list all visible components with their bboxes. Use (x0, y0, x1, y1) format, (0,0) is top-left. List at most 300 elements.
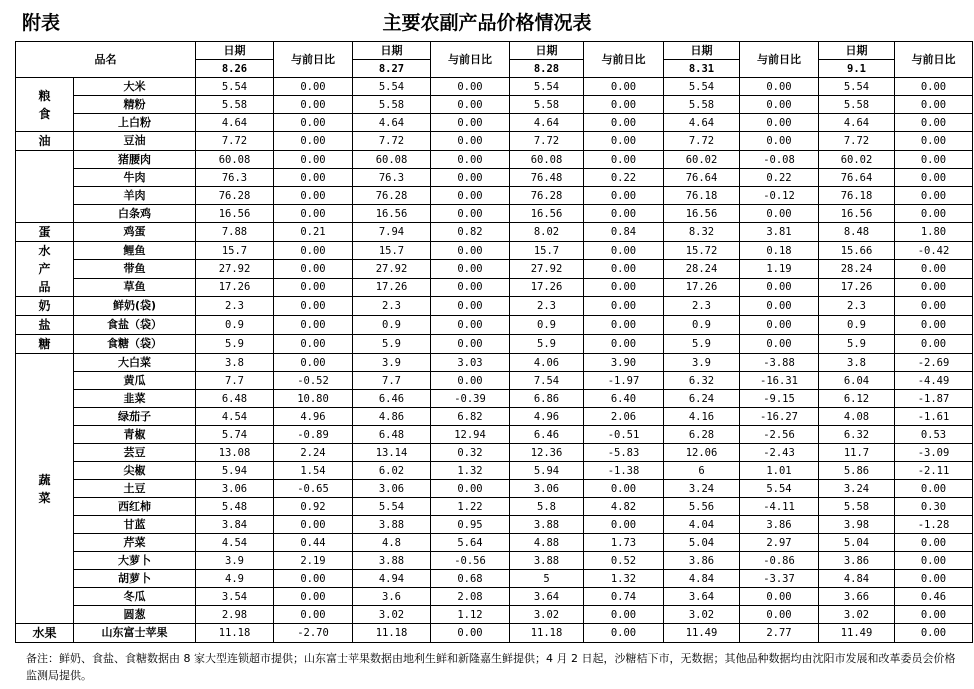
price-cell: 3.84 (196, 516, 274, 534)
change-cell: 1.01 (740, 462, 819, 480)
price-cell: 3.88 (510, 552, 584, 570)
table-row (16, 498, 973, 516)
change-cell: 1.54 (274, 462, 353, 480)
price-cell: 11.18 (353, 624, 431, 643)
price-cell: 3.8 (196, 354, 274, 372)
change-cell: -9.15 (740, 390, 819, 408)
price-cell: 16.56 (353, 205, 431, 223)
change-cell: 0.00 (895, 114, 973, 132)
price-cell: 3.24 (664, 480, 740, 498)
change-cell: 0.00 (895, 132, 973, 151)
item-name: 鲤鱼 (74, 242, 196, 260)
change-cell: 0.00 (584, 151, 664, 169)
change-cell: 0.00 (584, 297, 664, 316)
price-cell: 5.54 (510, 78, 584, 96)
change-cell: 0.00 (740, 606, 819, 624)
price-cell: 3.02 (819, 606, 895, 624)
change-cell: 6.82 (431, 408, 510, 426)
table-row (16, 534, 973, 552)
price-cell: 7.94 (353, 223, 431, 242)
price-cell: 17.26 (353, 278, 431, 296)
change-cell: 0.32 (431, 444, 510, 462)
change-cell: 0.00 (431, 624, 510, 643)
price-cell: 5.54 (353, 498, 431, 516)
price-cell: 6.32 (819, 426, 895, 444)
price-cell: 7.72 (819, 132, 895, 151)
table-row (16, 114, 973, 132)
table-row (16, 223, 973, 242)
price-cell: 11.7 (819, 444, 895, 462)
price-cell: 5.74 (196, 426, 274, 444)
item-name: 食盐（袋） (74, 316, 196, 335)
price-cell: 5.86 (819, 462, 895, 480)
change-cell: -0.89 (274, 426, 353, 444)
price-cell: 5.94 (196, 462, 274, 480)
table-row (16, 516, 973, 534)
change-cell: -1.38 (584, 462, 664, 480)
price-cell: 3.54 (196, 588, 274, 606)
price-cell: 3.8 (819, 354, 895, 372)
change-cell: -0.52 (274, 372, 353, 390)
price-cell: 4.86 (353, 408, 431, 426)
change-cell: -1.28 (895, 516, 973, 534)
change-cell: 10.80 (274, 390, 353, 408)
change-cell: 0.00 (431, 372, 510, 390)
change-cell: 0.00 (740, 335, 819, 354)
price-cell: 4.04 (664, 516, 740, 534)
price-cell: 3.66 (819, 588, 895, 606)
change-cell: 0.00 (431, 480, 510, 498)
price-cell: 4.64 (353, 114, 431, 132)
price-cell: 4.64 (510, 114, 584, 132)
item-name: 西红柿 (74, 498, 196, 516)
table-row (16, 151, 973, 169)
change-cell: 0.00 (431, 260, 510, 278)
change-cell: 2.08 (431, 588, 510, 606)
price-cell: 16.56 (196, 205, 274, 223)
change-cell: 0.00 (895, 151, 973, 169)
price-cell: 3.64 (664, 588, 740, 606)
price-cell: 4.84 (664, 570, 740, 588)
price-cell: 5 (510, 570, 584, 588)
change-cell: 0.00 (431, 278, 510, 296)
change-cell: 0.00 (274, 187, 353, 205)
price-cell: 5.94 (510, 462, 584, 480)
change-cell: -0.12 (740, 187, 819, 205)
change-cell: 0.00 (740, 588, 819, 606)
price-cell: 3.88 (353, 552, 431, 570)
price-cell: 13.08 (196, 444, 274, 462)
category-cell (16, 151, 74, 223)
change-cell: 0.53 (895, 426, 973, 444)
price-cell: 4.88 (510, 534, 584, 552)
price-cell: 76.18 (664, 187, 740, 205)
price-cell: 60.02 (664, 151, 740, 169)
change-cell: -0.08 (740, 151, 819, 169)
change-cell: 0.74 (584, 588, 664, 606)
item-name: 山东富士苹果 (74, 624, 196, 643)
price-cell: 27.92 (196, 260, 274, 278)
price-cell: 7.72 (664, 132, 740, 151)
change-cell: -3.37 (740, 570, 819, 588)
price-cell: 7.72 (353, 132, 431, 151)
price-cell: 5.58 (510, 96, 584, 114)
price-cell: 16.56 (819, 205, 895, 223)
change-cell: 0.00 (584, 132, 664, 151)
price-cell: 4.96 (510, 408, 584, 426)
item-name: 草鱼 (74, 278, 196, 296)
change-cell: 3.03 (431, 354, 510, 372)
change-cell: 1.19 (740, 260, 819, 278)
change-cell: 0.44 (274, 534, 353, 552)
change-cell: 1.22 (431, 498, 510, 516)
price-cell: 3.06 (196, 480, 274, 498)
table-row (16, 480, 973, 498)
item-name: 甘蓝 (74, 516, 196, 534)
change-cell: 0.00 (584, 335, 664, 354)
change-cell: 0.00 (740, 297, 819, 316)
date-label: 日期 (510, 42, 584, 60)
price-cell: 0.9 (353, 316, 431, 335)
table-row (16, 78, 973, 96)
change-cell: 6.40 (584, 390, 664, 408)
change-cell: -1.97 (584, 372, 664, 390)
price-cell: 17.26 (196, 278, 274, 296)
price-cell: 0.9 (664, 316, 740, 335)
table-row (16, 260, 973, 278)
price-cell: 6.12 (819, 390, 895, 408)
change-cell: 0.00 (895, 297, 973, 316)
item-name: 韭菜 (74, 390, 196, 408)
change-cell: 2.06 (584, 408, 664, 426)
price-cell: 4.16 (664, 408, 740, 426)
price-cell: 11.49 (664, 624, 740, 643)
change-cell: -4.49 (895, 372, 973, 390)
change-cell: 1.80 (895, 223, 973, 242)
change-cell: 0.00 (274, 151, 353, 169)
date-label: 日期 (819, 42, 895, 60)
table-row (16, 316, 973, 335)
change-cell: 0.00 (584, 187, 664, 205)
price-cell: 4.54 (196, 408, 274, 426)
price-cell: 3.06 (353, 480, 431, 498)
price-cell: 7.72 (510, 132, 584, 151)
price-cell: 27.92 (510, 260, 584, 278)
change-cell: 0.00 (740, 78, 819, 96)
price-cell: 76.64 (819, 169, 895, 187)
change-cell: 0.00 (584, 316, 664, 335)
price-cell: 3.06 (510, 480, 584, 498)
date-value: 9.1 (819, 60, 895, 78)
price-cell: 6.86 (510, 390, 584, 408)
price-cell: 12.36 (510, 444, 584, 462)
price-cell: 15.7 (196, 242, 274, 260)
date-value: 8.28 (510, 60, 584, 78)
change-cell: 0.00 (584, 624, 664, 643)
table-row (16, 444, 973, 462)
price-cell: 6.04 (819, 372, 895, 390)
price-cell: 4.64 (664, 114, 740, 132)
change-cell: 1.73 (584, 534, 664, 552)
change-cell: 0.00 (431, 132, 510, 151)
change-cell: 0.00 (274, 516, 353, 534)
date-value: 8.26 (196, 60, 274, 78)
price-cell: 13.14 (353, 444, 431, 462)
item-name: 牛肉 (74, 169, 196, 187)
price-cell: 5.54 (353, 78, 431, 96)
change-cell: 3.81 (740, 223, 819, 242)
price-cell: 16.56 (664, 205, 740, 223)
category-cell: 蔬 菜 (16, 354, 74, 624)
change-cell: 0.00 (740, 132, 819, 151)
change-cell: 0.00 (431, 78, 510, 96)
table-row (16, 187, 973, 205)
change-label: 与前日比 (740, 42, 819, 78)
change-cell: -2.56 (740, 426, 819, 444)
table-row (16, 169, 973, 187)
table-row (16, 297, 973, 316)
table-row (16, 96, 973, 114)
price-cell: 3.02 (510, 606, 584, 624)
table-row (16, 132, 973, 151)
change-cell: -0.42 (895, 242, 973, 260)
change-cell: 0.00 (740, 205, 819, 223)
change-cell: 0.00 (274, 354, 353, 372)
change-cell: 0.00 (431, 114, 510, 132)
change-cell: 0.00 (274, 114, 353, 132)
change-cell: 0.00 (895, 169, 973, 187)
price-cell: 28.24 (819, 260, 895, 278)
change-cell: -2.70 (274, 624, 353, 643)
price-cell: 6.24 (664, 390, 740, 408)
price-cell: 28.24 (664, 260, 740, 278)
item-header: 品名 (16, 42, 196, 78)
change-cell: 0.18 (740, 242, 819, 260)
price-cell: 0.9 (510, 316, 584, 335)
page-header (0, 6, 974, 36)
price-cell: 11.49 (819, 624, 895, 643)
price-cell: 16.56 (510, 205, 584, 223)
price-cell: 3.02 (664, 606, 740, 624)
price-cell: 3.86 (819, 552, 895, 570)
price-cell: 3.6 (353, 588, 431, 606)
change-cell: 1.32 (431, 462, 510, 480)
change-cell: -2.11 (895, 462, 973, 480)
table-row (16, 426, 973, 444)
change-cell: 1.12 (431, 606, 510, 624)
change-cell: -16.27 (740, 408, 819, 426)
change-cell: 0.00 (895, 480, 973, 498)
price-cell: 5.8 (510, 498, 584, 516)
change-cell: 0.00 (895, 205, 973, 223)
price-cell: 7.88 (196, 223, 274, 242)
price-cell: 76.3 (196, 169, 274, 187)
price-cell: 3.86 (664, 552, 740, 570)
change-cell: 0.00 (431, 205, 510, 223)
change-cell: 0.22 (740, 169, 819, 187)
change-cell: 0.00 (274, 242, 353, 260)
table-row (16, 390, 973, 408)
item-name: 芹菜 (74, 534, 196, 552)
price-cell: 5.9 (353, 335, 431, 354)
price-cell: 76.3 (353, 169, 431, 187)
price-cell: 4.64 (196, 114, 274, 132)
price-cell: 8.48 (819, 223, 895, 242)
change-cell: 0.46 (895, 588, 973, 606)
change-cell: -1.61 (895, 408, 973, 426)
item-name: 大米 (74, 78, 196, 96)
change-cell: -2.69 (895, 354, 973, 372)
price-cell: 6.46 (353, 390, 431, 408)
change-cell: -3.88 (740, 354, 819, 372)
change-cell: 0.00 (584, 96, 664, 114)
change-cell: 0.00 (431, 187, 510, 205)
change-cell: 0.00 (895, 606, 973, 624)
price-cell: 5.48 (196, 498, 274, 516)
item-name: 上白粉 (74, 114, 196, 132)
price-cell: 60.08 (196, 151, 274, 169)
price-cell: 3.98 (819, 516, 895, 534)
change-cell: 0.00 (274, 260, 353, 278)
change-cell: 2.97 (740, 534, 819, 552)
change-cell: -1.87 (895, 390, 973, 408)
change-cell: 0.00 (431, 151, 510, 169)
price-cell: 0.9 (196, 316, 274, 335)
price-cell: 76.28 (196, 187, 274, 205)
price-cell: 60.02 (819, 151, 895, 169)
price-cell: 17.26 (510, 278, 584, 296)
change-cell: 0.00 (895, 278, 973, 296)
date-label: 日期 (353, 42, 431, 60)
price-cell: 3.88 (510, 516, 584, 534)
change-cell: 0.00 (895, 335, 973, 354)
change-cell: 5.54 (740, 480, 819, 498)
change-cell: 0.00 (274, 588, 353, 606)
price-cell: 17.26 (819, 278, 895, 296)
table-row (16, 624, 973, 643)
price-cell: 3.64 (510, 588, 584, 606)
header-row-1 (16, 42, 973, 60)
table-row (16, 570, 973, 588)
item-name: 食糖（袋） (74, 335, 196, 354)
change-cell: 1.32 (584, 570, 664, 588)
item-name: 带鱼 (74, 260, 196, 278)
price-cell: 12.06 (664, 444, 740, 462)
change-cell: 0.21 (274, 223, 353, 242)
change-label: 与前日比 (274, 42, 353, 78)
change-label: 与前日比 (584, 42, 664, 78)
price-cell: 4.64 (819, 114, 895, 132)
price-cell: 7.7 (353, 372, 431, 390)
price-cell: 2.3 (353, 297, 431, 316)
price-cell: 4.54 (196, 534, 274, 552)
price-cell: 7.54 (510, 372, 584, 390)
change-cell: 0.00 (274, 570, 353, 588)
price-cell: 3.88 (353, 516, 431, 534)
price-cell: 2.3 (510, 297, 584, 316)
category-cell: 盐 (16, 316, 74, 335)
price-cell: 5.54 (819, 78, 895, 96)
change-cell: 0.00 (274, 297, 353, 316)
table-row (16, 278, 973, 296)
table-row (16, 462, 973, 480)
change-cell: -2.43 (740, 444, 819, 462)
table-row (16, 205, 973, 223)
change-cell: 0.00 (584, 516, 664, 534)
date-value: 8.27 (353, 60, 431, 78)
date-value: 8.31 (664, 60, 740, 78)
price-cell: 6.48 (353, 426, 431, 444)
change-cell: 0.00 (584, 606, 664, 624)
price-cell: 60.08 (353, 151, 431, 169)
change-cell: 0.84 (584, 223, 664, 242)
change-cell: 0.00 (895, 534, 973, 552)
change-cell: 0.00 (584, 78, 664, 96)
price-cell: 4.06 (510, 354, 584, 372)
price-cell: 76.48 (510, 169, 584, 187)
change-cell: 0.92 (274, 498, 353, 516)
change-cell: 0.30 (895, 498, 973, 516)
change-cell: -4.11 (740, 498, 819, 516)
change-cell: 5.64 (431, 534, 510, 552)
change-label: 与前日比 (431, 42, 510, 78)
change-cell: 0.00 (274, 606, 353, 624)
item-name: 胡萝卜 (74, 570, 196, 588)
change-cell: -0.56 (431, 552, 510, 570)
price-cell: 5.58 (353, 96, 431, 114)
price-cell: 76.28 (353, 187, 431, 205)
price-cell: 4.8 (353, 534, 431, 552)
change-cell: 3.86 (740, 516, 819, 534)
change-cell: 0.00 (274, 278, 353, 296)
change-cell: -0.86 (740, 552, 819, 570)
change-cell: 0.00 (274, 316, 353, 335)
item-name: 土豆 (74, 480, 196, 498)
category-cell: 水 产 品 (16, 242, 74, 297)
price-cell: 3.02 (353, 606, 431, 624)
change-cell: 0.00 (431, 96, 510, 114)
change-cell: 0.52 (584, 552, 664, 570)
change-cell: 0.00 (584, 480, 664, 498)
price-cell: 76.28 (510, 187, 584, 205)
change-cell: -0.39 (431, 390, 510, 408)
change-cell: 0.00 (895, 624, 973, 643)
change-cell: 4.82 (584, 498, 664, 516)
change-cell: 2.19 (274, 552, 353, 570)
price-cell: 76.18 (819, 187, 895, 205)
item-name: 圆葱 (74, 606, 196, 624)
price-cell: 4.84 (819, 570, 895, 588)
price-cell: 17.26 (664, 278, 740, 296)
item-name: 冬瓜 (74, 588, 196, 606)
table-row (16, 408, 973, 426)
change-cell: 0.00 (895, 187, 973, 205)
price-cell: 5.54 (664, 78, 740, 96)
change-cell: 4.96 (274, 408, 353, 426)
price-cell: 60.08 (510, 151, 584, 169)
change-cell: 0.00 (431, 297, 510, 316)
change-cell: 0.95 (431, 516, 510, 534)
change-cell: 0.00 (895, 316, 973, 335)
category-cell: 糖 (16, 335, 74, 354)
price-cell: 6.02 (353, 462, 431, 480)
change-cell: -3.09 (895, 444, 973, 462)
change-cell: -5.83 (584, 444, 664, 462)
price-cell: 2.3 (196, 297, 274, 316)
price-cell: 4.9 (196, 570, 274, 588)
price-cell: 7.72 (196, 132, 274, 151)
change-cell: 0.00 (584, 205, 664, 223)
